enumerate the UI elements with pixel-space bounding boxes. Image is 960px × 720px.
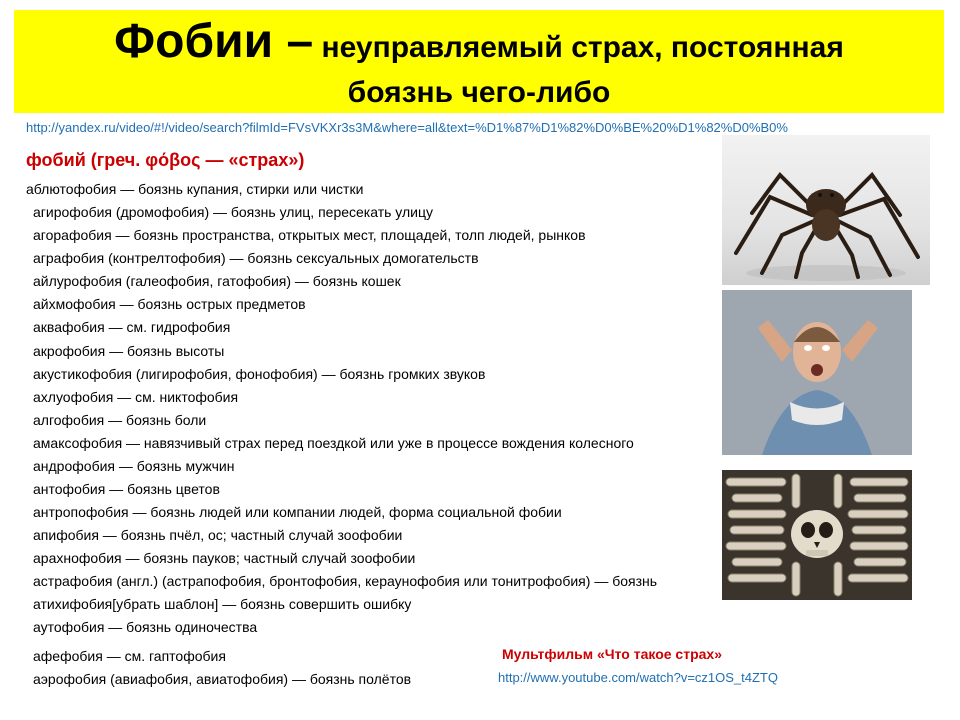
list-item: аблютофобия — боязнь купания, стирки или чистки xyxy=(26,181,364,197)
title-main-word: Фобии – xyxy=(114,15,314,68)
scared-man-photo xyxy=(722,290,912,455)
list-item: антропофобия — боязнь людей или компании людей, форма социальной фобии xyxy=(33,504,562,520)
list-item: афефобия — см. гаптофобия xyxy=(33,648,226,664)
list-item: атихифобия[убрать шаблон] — боязнь совершить ошибку xyxy=(33,596,412,612)
list-item: айхмофобия — боязнь острых предметов xyxy=(33,296,306,312)
list-item: арахнофобия — боязнь пауков; частный случай зоофобии xyxy=(33,550,416,566)
title-subtitle-part1: неуправляемый страх, постоянная xyxy=(313,31,844,64)
list-item: агирофобия (дромофобия) — боязнь улиц, пересекать улицу xyxy=(33,204,434,220)
list-item: амаксофобия — навязчивый страх перед поездкой или уже в процессе вождения колесного xyxy=(33,435,634,451)
list-item: апифобия — боязнь пчёл, ос; частный случай зоофобии xyxy=(33,527,403,543)
spider-photo xyxy=(722,135,930,285)
list-item: астрафобия (англ.) (астрапофобия, бронтофобия, кераунофобия или тонитрофобия) — боязнь xyxy=(33,573,658,589)
source-link[interactable]: http://yandex.ru/video/#!/video/search?filmId=FVsVKXr3s3M&where=all&text=%D1%87%D1%82%D0%BE%20%D1%82%D0%B0% xyxy=(26,120,788,135)
list-item: аутофобия — боязнь одиночества xyxy=(33,619,258,635)
list-item: акустикофобия (лигирофобия, фонофобия) — боязнь громких звуков xyxy=(33,366,486,382)
page-title-line2: боязнь чего-либо xyxy=(347,76,611,109)
list-item: ахлуофобия — см. никтофобия xyxy=(33,389,239,405)
list-item: андрофобия — боязнь мужчин xyxy=(33,458,235,474)
list-item: аграфобия (контрелтофобия) — боязнь сексуальных домогательств xyxy=(33,250,479,266)
skulls-bones-photo xyxy=(722,470,912,600)
list-item: аэрофобия (авиафобия, авиатофобия) — боязнь полётов xyxy=(33,671,412,687)
page-title-line1 xyxy=(14,14,944,69)
list-item: агорафобия — боязнь пространства, открытых мест, площадей, толп людей, рынков xyxy=(33,227,586,243)
list-item: алгофобия — боязнь боли xyxy=(33,412,207,428)
list-item: антофобия — боязнь цветов xyxy=(33,481,220,497)
list-item: айлурофобия (галеофобия, гатофобия) — боязнь кошек xyxy=(33,273,401,289)
list-item: акрофобия — боязнь высоты xyxy=(33,343,225,359)
cartoon-link[interactable]: http://www.youtube.com/watch?v=cz1OS_t4ZTQ xyxy=(498,670,778,685)
cartoon-title: Мультфильм «Что такое страх» xyxy=(502,646,722,662)
list-item: аквафобия — см. гидрофобия xyxy=(33,319,231,335)
phobias-heading: фобий (греч. φόβος — «страх») xyxy=(26,150,305,170)
